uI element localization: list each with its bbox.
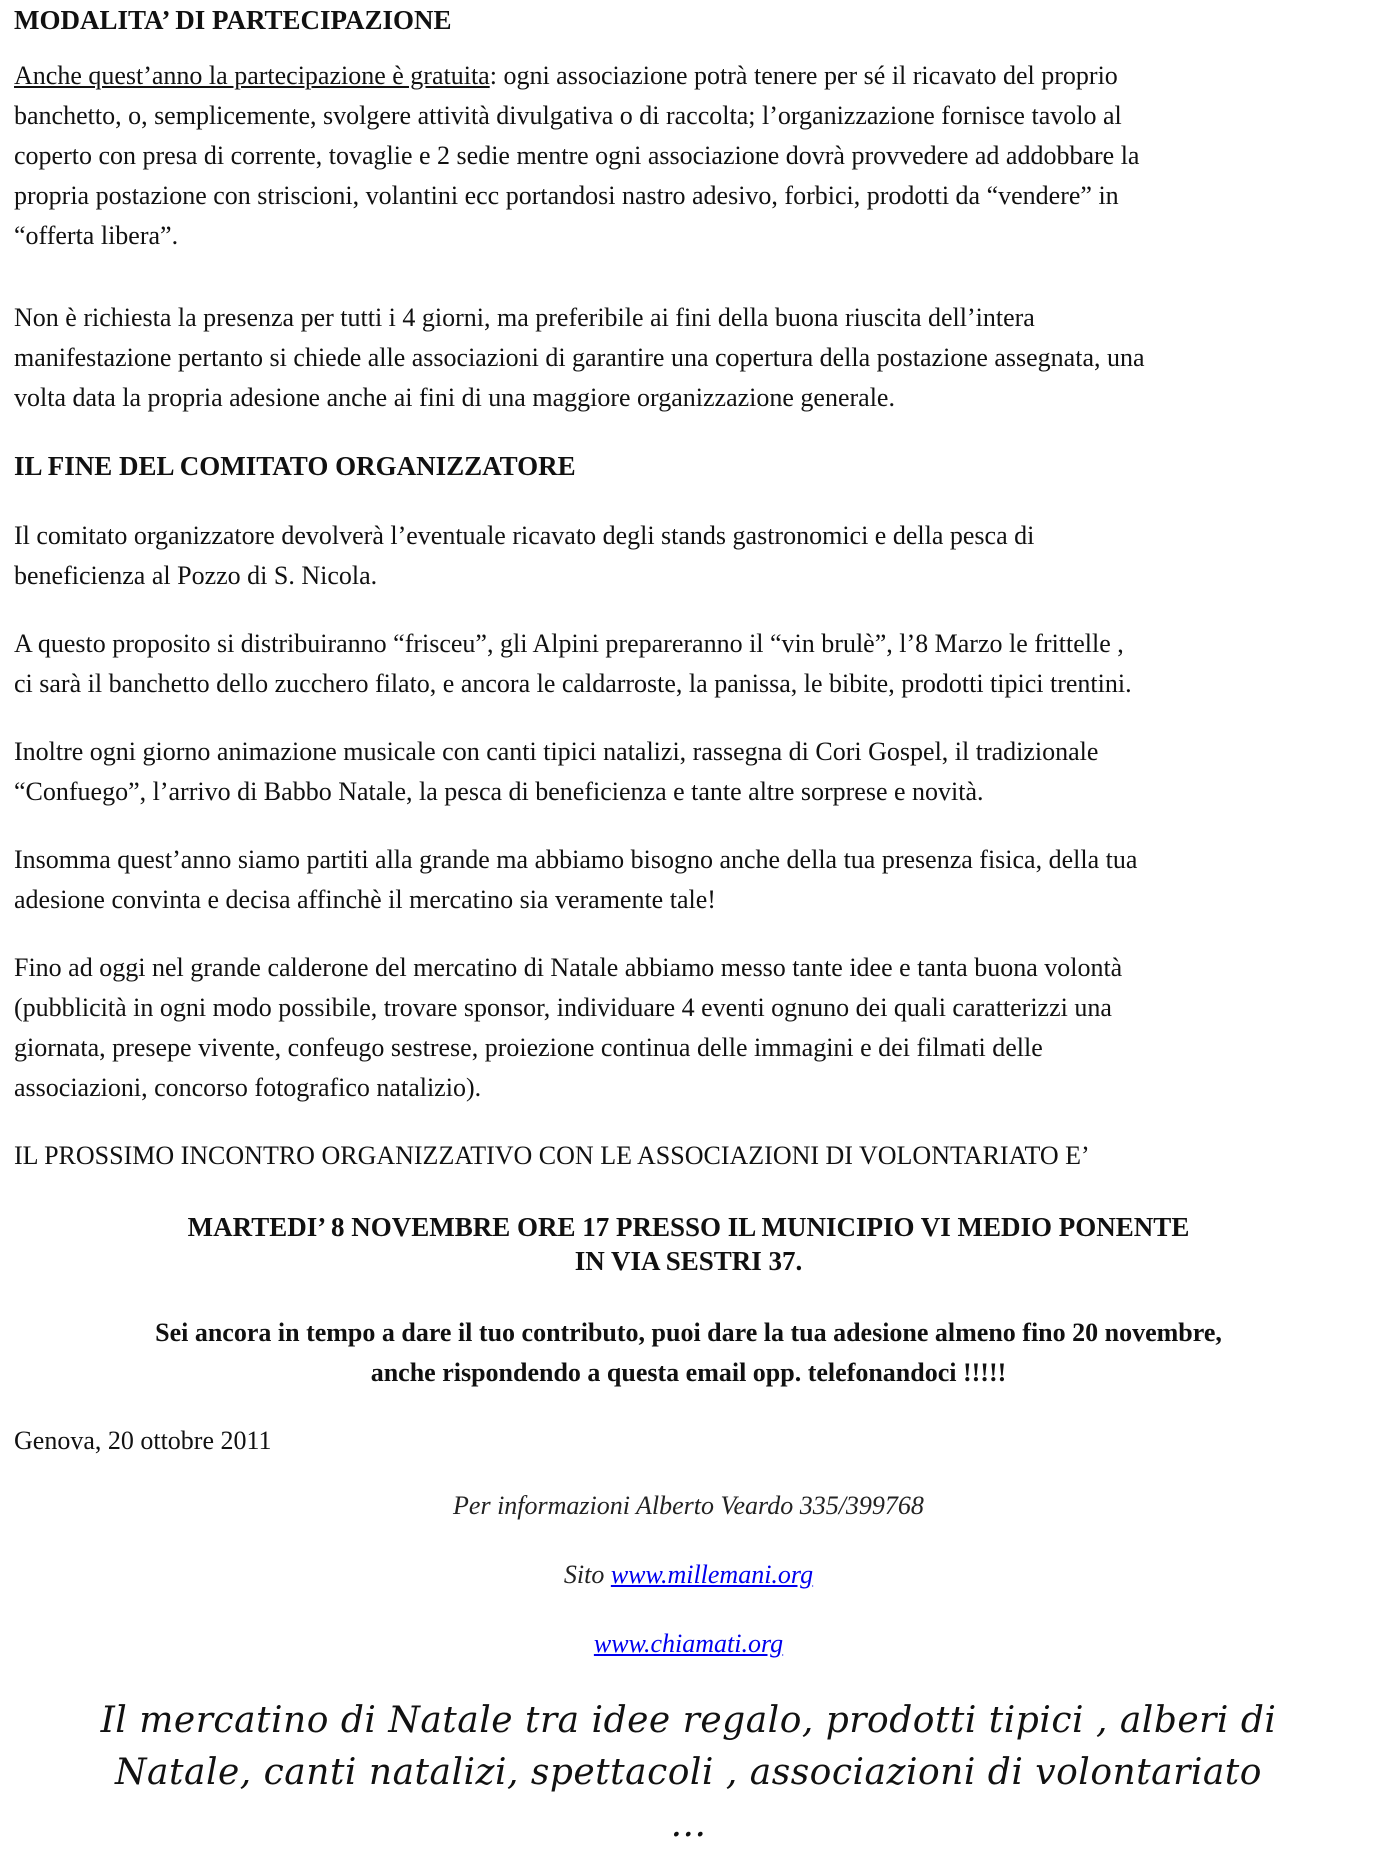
site-link-millemani[interactable]: www.millemani.org: [610, 1560, 814, 1589]
paragraph-line: banchetto, o, semplicemente, svolgere attività divulgativa o di raccolta; l’organizzazione fornisce tavolo al: [14, 101, 1122, 130]
tagline: [0, 1695, 1377, 1851]
call-to-action: [0, 1313, 1377, 1393]
paragraph-line: A questo proposito si distribuiranno “frisceu”, gli Alpini prepareranno il “vin brulè”, l’8 Marzo le frittelle ,: [14, 629, 1124, 658]
tagline-line: Natale, canti natalizi, spettacoli , associazioni di volontariato: [115, 1752, 1262, 1793]
paragraph-line: IL PROSSIMO INCONTRO ORGANIZZATIVO CON LE ASSOCIAZIONI DI VOLONTARIATO E’: [14, 1141, 1090, 1170]
paragraph-efforts: [14, 948, 1354, 1108]
paragraph-line: (pubblicità in ogni modo possibile, trovare sponsor, individuare 4 eventi ognuno dei quali caratterizzi una: [14, 993, 1112, 1022]
paragraph-participation-terms: [14, 56, 1354, 256]
paragraph-food-stands: [14, 624, 1354, 704]
paragraph-line: associazioni, concorso fotografico natalizio).: [14, 1073, 482, 1102]
meeting-details: [0, 1210, 1377, 1278]
call-to-action-line: anche rispondendo a questa email opp. telefonandoci !!!!!: [370, 1358, 1007, 1387]
section-heading-committee-goal: IL FINE DEL COMITATO ORGANIZZATORE: [14, 451, 576, 481]
site-line-2: [0, 1627, 1377, 1661]
meeting-datetime-line: MARTEDI’ 8 NOVEMBRE ORE 17 PRESSO IL MUNICIPIO VI MEDIO PONENTE: [187, 1212, 1190, 1242]
meeting-intro: [14, 1136, 1354, 1176]
site-line: [0, 1558, 1377, 1592]
paragraph-line: giornata, presepe vivente, confeugo sestrese, proiezione continua delle immagini e dei filmati delle: [14, 1033, 1043, 1062]
site-link-chiamati[interactable]: www.chiamati.org: [593, 1629, 784, 1658]
site-prefix: Sito: [563, 1560, 611, 1589]
date-place: [14, 1421, 1354, 1461]
paragraph-line: adesione convinta e decisa affinchè il mercatino sia veramente tale!: [14, 885, 716, 914]
paragraph-line: Fino ad oggi nel grande calderone del mercatino di Natale abbiamo messo tante idee e tanta buona volontà: [14, 953, 1123, 982]
underlined-lead-text: Anche quest’anno la partecipazione è gratuita: [14, 61, 490, 90]
paragraph-line: beneficienza al Pozzo di S. Nicola.: [14, 561, 378, 590]
paragraph-line: coperto con presa di corrente, tovaglie e 2 sedie mentre ogni associazione dovrà provvedere ad addobbare la: [14, 141, 1140, 170]
paragraph-appeal: [14, 840, 1354, 920]
paragraph-line: Il comitato organizzatore devolverà l’eventuale ricavato degli stands gastronomici e della pesca di: [14, 521, 1035, 550]
paragraph-entertainment: [14, 732, 1354, 812]
section-heading-participation: MODALITA’ DI PARTECIPAZIONE: [14, 5, 452, 35]
paragraph-line: propria postazione con striscioni, volantini ecc portandosi nastro adesivo, forbici, prodotti da “vendere” in: [14, 181, 1119, 210]
paragraph-line: Non è richiesta la presenza per tutti i 4 giorni, ma preferibile ai fini della buona riuscita dell’intera: [14, 303, 1035, 332]
paragraph-line: Insomma quest’anno siamo partiti alla grande ma abbiamo bisogno anche della tua presenza fisica, della tua: [14, 845, 1138, 874]
paragraph-line: “offerta libera”.: [14, 221, 179, 250]
date-place-text: Genova, 20 ottobre 2011: [14, 1426, 272, 1455]
meeting-address-line: IN VIA SESTRI 37.: [574, 1246, 803, 1276]
paragraph-line: “Confuego”, l’arrivo di Babbo Natale, la pesca di beneficienza e tante altre sorprese e novità.: [14, 777, 984, 806]
paragraph-line: Inoltre ogni giorno animazione musicale con canti tipici natalizi, rassegna di Cori Gospel, il tradizionale: [14, 737, 1099, 766]
paragraph-line: manifestazione pertanto si chiede alle associazioni di garantire una copertura della postazione assegnata, una: [14, 343, 1145, 372]
tagline-line: Il mercatino di Natale tra idee regalo, prodotti tipici , alberi di: [100, 1700, 1277, 1741]
paragraph-line: volta data la propria adesione anche ai fini di una maggiore organizzazione generale.: [14, 383, 895, 412]
contact-info: Per informazioni Alberto Veardo 335/399768: [453, 1491, 924, 1520]
tagline-ellipsis: ...: [670, 1804, 707, 1845]
call-to-action-line: Sei ancora in tempo a dare il tuo contributo, puoi dare la tua adesione almeno fino 20 novembre,: [155, 1318, 1222, 1347]
paragraph-attendance: [14, 298, 1354, 418]
paragraph-line: [14, 56, 1354, 96]
paragraph-proceeds: [14, 516, 1354, 596]
paragraph-text: : ogni associazione potrà tenere per sé il ricavato del proprio: [489, 61, 1118, 90]
paragraph-line: ci sarà il banchetto dello zucchero filato, e ancora le caldarroste, la panissa, le bibite, prodotti tipici trentini.: [14, 669, 1132, 698]
